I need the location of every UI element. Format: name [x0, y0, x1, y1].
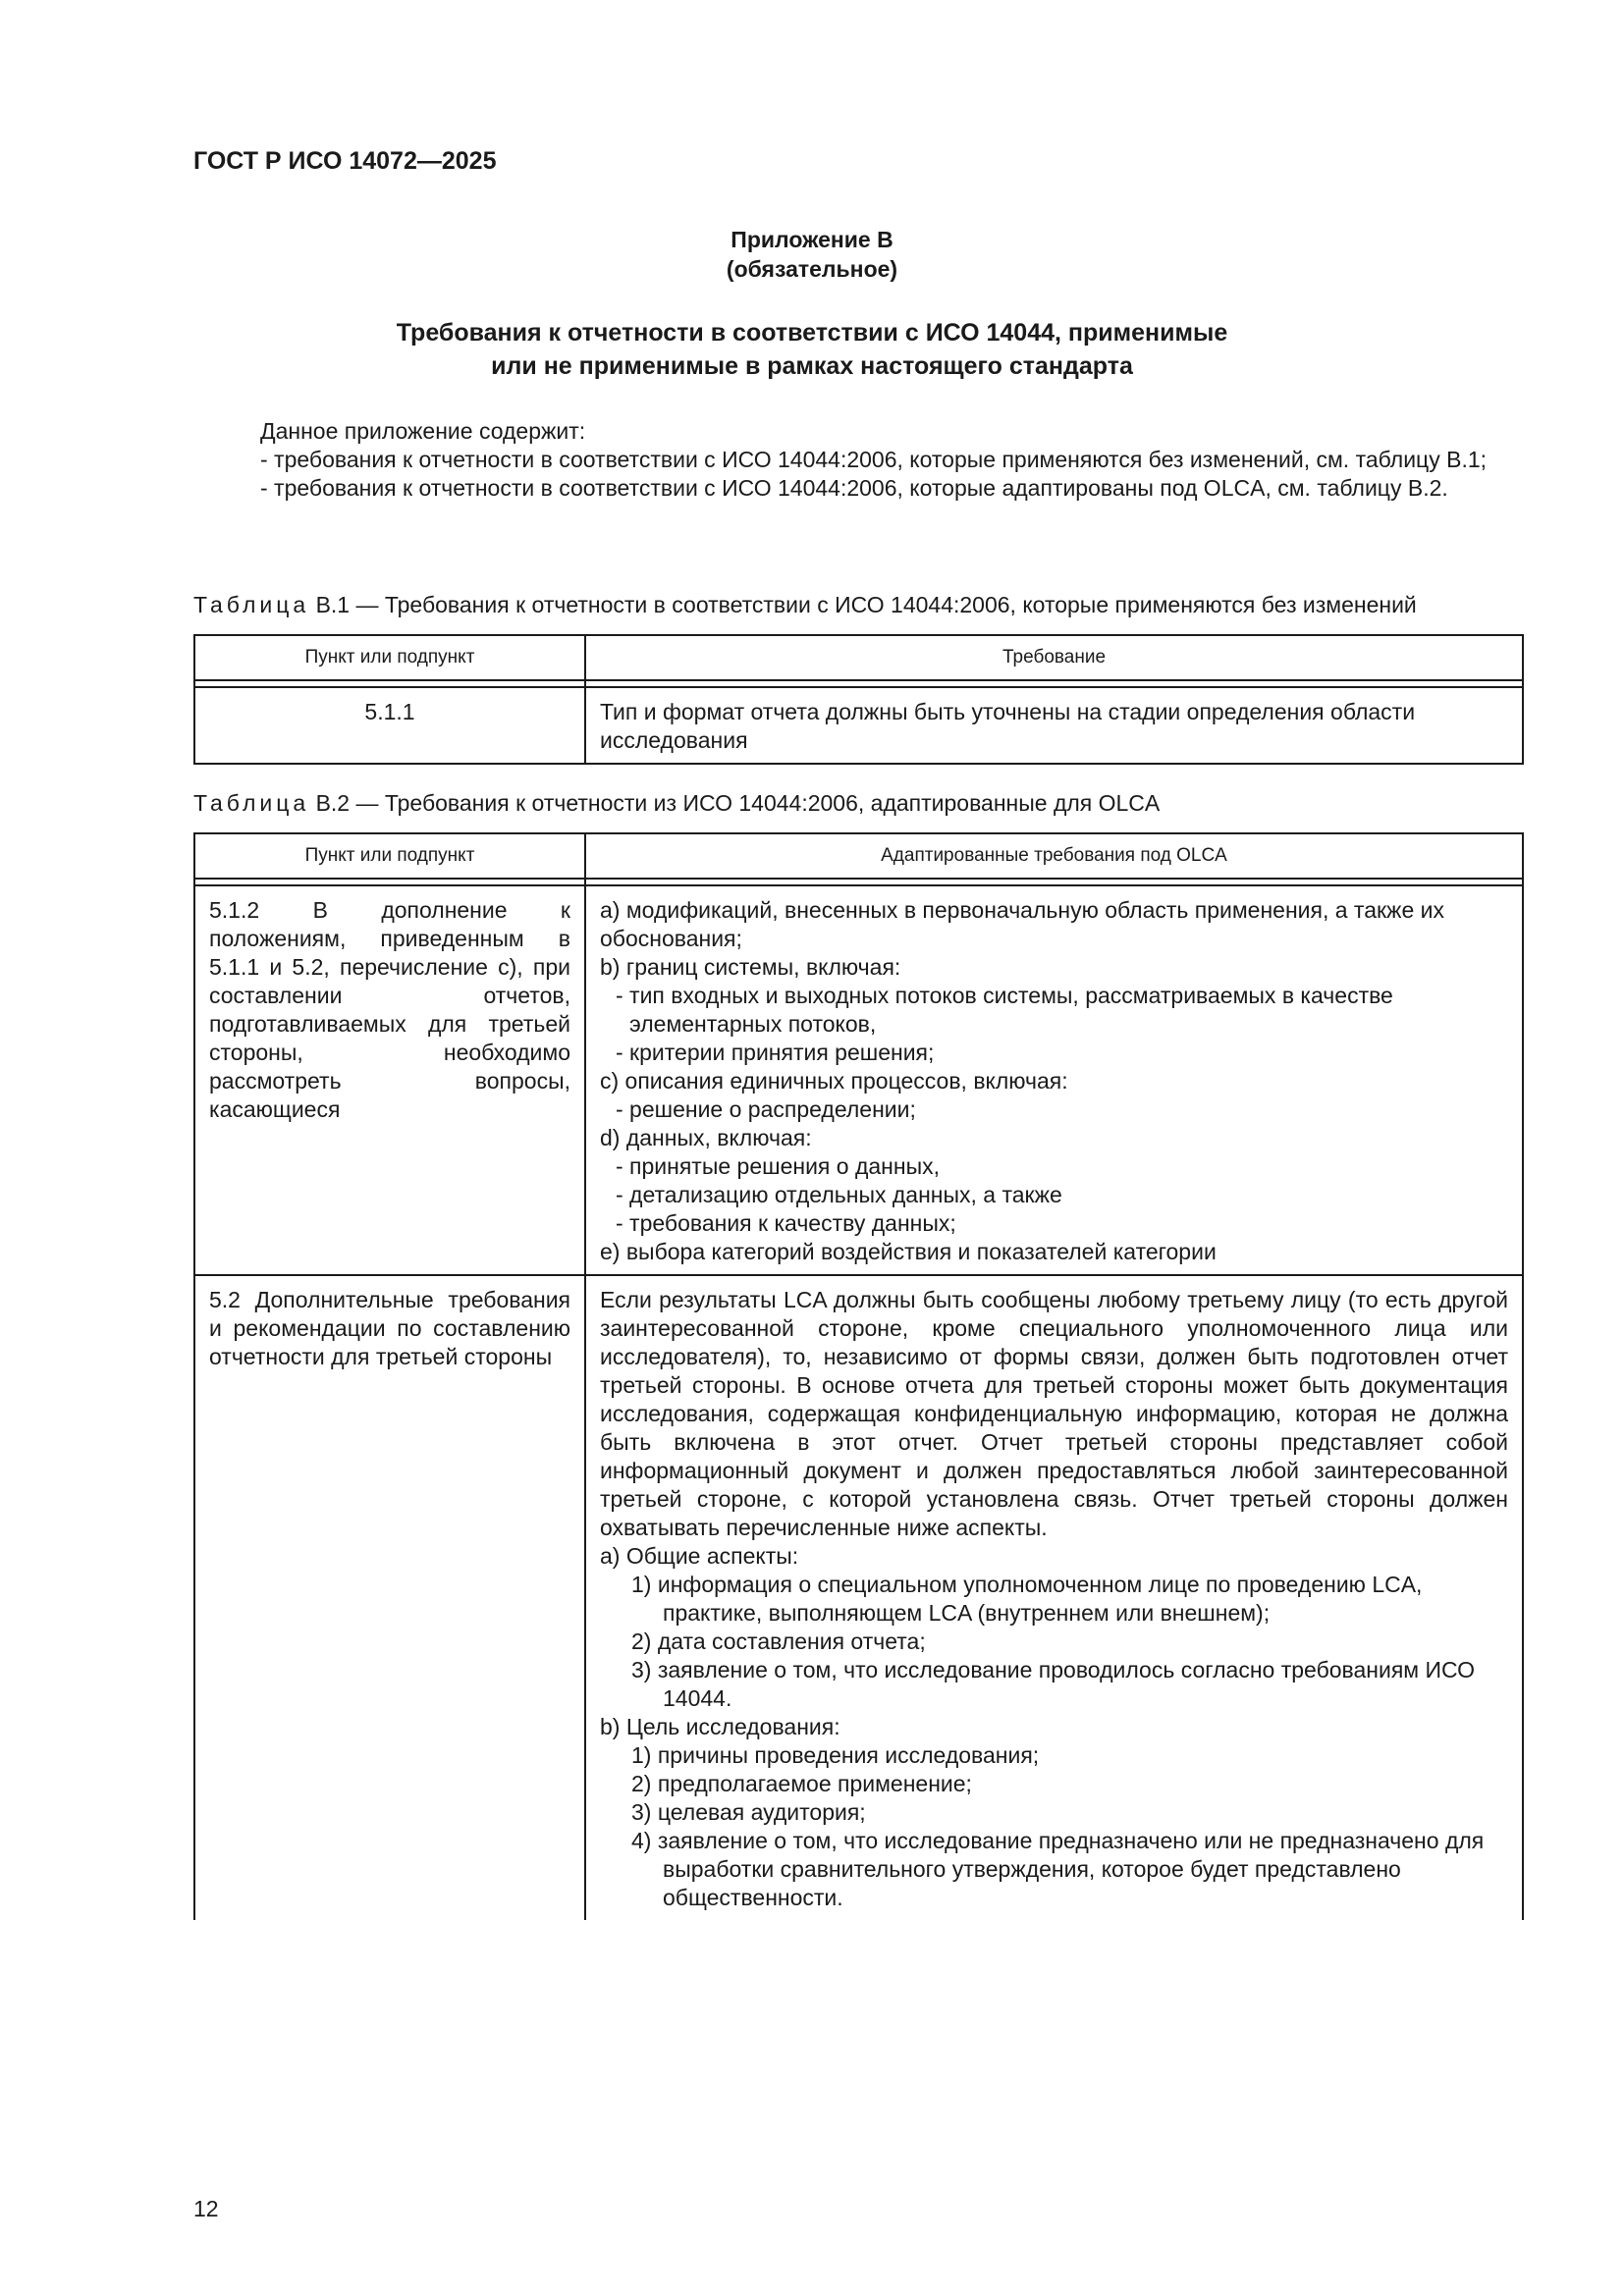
table-row — [194, 687, 1523, 764]
list-item: 4) заявление о том, что исследование предназначено или не предназначено для выработки сравнительного утверждения, которое будет представлено общественности. — [631, 1828, 1485, 1910]
list-item: 3) заявление о том, что исследование проводилось согласно требованиям ИСО 14044. — [631, 1657, 1476, 1711]
list-item: - тип входных и выходных потоков системы, рассматриваемых в качестве элементарных потоков, — [616, 983, 1393, 1037]
table2-caption-text: B.2 — Требования к отчетности из ИСО 14044:2006, адаптированные для OLCA — [315, 790, 1161, 816]
intro-lead: Данное приложение содержит: — [260, 418, 586, 444]
list-item: a) Общие аспекты: — [600, 1543, 799, 1569]
annex-label: Приложение B — [731, 227, 893, 252]
intro-item-2: - требования к отчетности в соответствии с ИСО 14044:2006, которые адаптированы под OLCA, см. таблицу B.2. — [260, 475, 1448, 501]
list-item: c) описания единичных процессов, включая: — [600, 1068, 1068, 1094]
list-item: - требования к качеству данных; — [616, 1210, 956, 1236]
intro-item-1: - требования к отчетности в соответствии с ИСО 14044:2006, которые применяются без изменений, см. таблицу B.1; — [260, 447, 1488, 472]
list-item: 1) информация о специальном уполномоченном лице по проведению LCA, практике, выполняющем LCA (внутреннем или внешнем); — [631, 1572, 1423, 1626]
table2-col-requirement: Адаптированные требования под OLCA — [585, 833, 1523, 879]
table2-row1-list — [586, 886, 1522, 1274]
table2-caption-word: Таблица — [193, 790, 310, 816]
list-item: 2) предполагаемое применение; — [631, 1771, 972, 1796]
list-item: b) Цель исследования: — [600, 1714, 840, 1739]
annex-title-line1: Требования к отчетности в соответствии с ИСО 14044, применимые — [396, 319, 1228, 347]
list-item: e) выбора категорий воздействия и показателей категории — [600, 1239, 1217, 1264]
table1-row1-clause: 5.1.1 — [364, 699, 415, 724]
annex-title-line2: или не применимые в рамках настоящего стандарта — [491, 352, 1133, 380]
table1-caption-text: B.1 — Требования к отчетности в соответствии с ИСО 14044:2006, которые применяются без изменений — [315, 592, 1417, 617]
list-item: - детализацию отдельных данных, а также — [616, 1182, 1062, 1207]
list-item: b) границ системы, включая: — [600, 954, 901, 980]
list-item: - принятые решения о данных, — [616, 1153, 940, 1179]
table2-row2-paragraph: Если результаты LCA должны быть сообщены любому третьему лицу (то есть другой заинтересованной стороне, кроме специального уполномоченного лица или исследователя), то, независимо от формы связи, должен быть подготовлен отчет третьей стороны. В основе отчета для третьей стороны может быть документация исследования, содержащая конфиденциальную информацию, которая не должна быть включена в этот отчет. Отчет третьей стороны представляет собой информационный документ и должен предоставляться любой заинтересованной третьей стороне, с которой установлена связь. Отчет третьей стороны должен охватывать перечисленные ниже аспекты. — [600, 1287, 1508, 1540]
table1-row1-text: Тип и формат отчета должны быть уточнены на стадии определения области исследования — [600, 699, 1416, 753]
list-item: 3) целевая аудитория; — [631, 1799, 866, 1825]
table2-row1-clause: 5.1.2 В дополнение к положениям, приведенным в 5.1.1 и 5.2, перечисление с), при составлении отчетов, подготавливаемых для третьей стороны, необходимо рассмотреть вопросы, касающиеся — [209, 897, 570, 1122]
table-row — [194, 1275, 1523, 1920]
table2-row2-clause: 5.2 Дополнительные требования и рекомендации по составлению отчетности для третьей стороны — [209, 1287, 570, 1369]
table-b2 — [193, 832, 1524, 1920]
table2-col-clause: Пункт или подпункт — [194, 833, 585, 879]
table1-col-requirement: Требование — [585, 635, 1523, 680]
table-row — [194, 885, 1523, 1275]
table1-caption — [193, 591, 1417, 619]
annex-status: (обязательное) — [726, 256, 898, 282]
table1-caption-word: Таблица — [193, 592, 310, 617]
list-item: - решение о распределении; — [616, 1096, 916, 1122]
intro-text — [193, 417, 1521, 503]
list-item: 2) дата составления отчета; — [631, 1629, 926, 1654]
list-item: - критерии принятия решения; — [616, 1040, 935, 1065]
table2-caption — [193, 789, 1160, 818]
standard-designation: ГОСТ Р ИСО 14072—2025 — [193, 147, 497, 175]
list-item: 1) причины проведения исследования; — [631, 1742, 1040, 1768]
table1-col-clause: Пункт или подпункт — [194, 635, 585, 680]
table2-row2-content — [586, 1276, 1522, 1920]
list-item: d) данных, включая: — [600, 1125, 812, 1150]
page-number: 12 — [193, 2196, 219, 2221]
table-b1 — [193, 634, 1524, 765]
list-item: a) модификаций, внесенных в первоначальную область применения, а также их обоснования; — [600, 897, 1444, 951]
